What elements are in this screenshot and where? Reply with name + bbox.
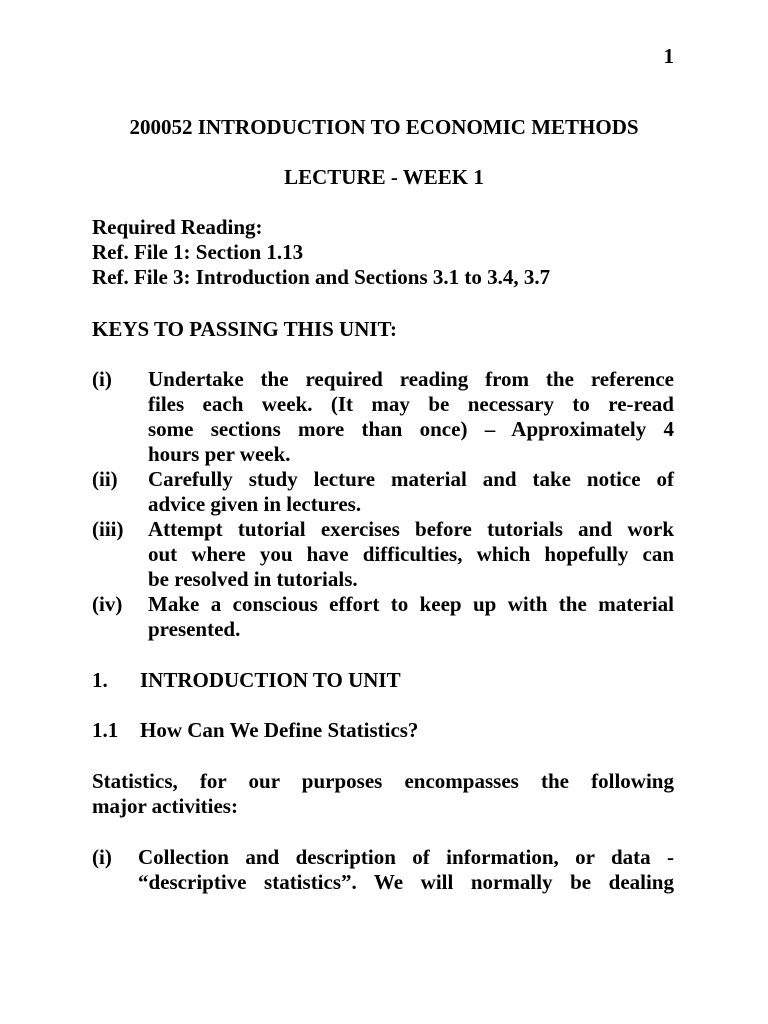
- list-marker: (iii): [92, 517, 124, 541]
- text-line: out where you have difficulties, which hopefully can: [148, 542, 674, 566]
- text-line: Attempt tutorial exercises before tutorials and work: [148, 517, 674, 541]
- section-title: INTRODUCTION TO UNIT: [140, 668, 401, 692]
- reading-ref-1: Ref. File 1: Section 1.13: [92, 240, 304, 264]
- subsection-title: How Can We Define Statistics?: [140, 718, 419, 742]
- list-marker: (ii): [92, 467, 118, 491]
- text-line: “descriptive statistics”. We will normally be dealing: [138, 870, 674, 894]
- text-line: Make a conscious effort to keep up with the material: [148, 592, 674, 616]
- text-line: Undertake the required reading from the reference: [148, 367, 674, 391]
- text-line: files each week. (It may be necessary to re-read: [148, 392, 674, 416]
- paragraph-line: Statistics, for our purposes encompasses the following: [92, 769, 674, 793]
- text-line: be resolved in tutorials.: [148, 567, 358, 591]
- list-marker: (iv): [92, 592, 123, 616]
- document-title: 200052 INTRODUCTION TO ECONOMIC METHODS: [129, 115, 639, 139]
- lecture-title: LECTURE - WEEK 1: [284, 165, 484, 189]
- keys-heading: KEYS TO PASSING THIS UNIT:: [92, 317, 397, 341]
- list-marker: (i): [92, 845, 112, 869]
- paragraph-line: major activities:: [92, 794, 238, 818]
- page-number: 1: [663, 44, 674, 68]
- text-line: advice given in lectures.: [148, 492, 362, 516]
- required-reading-heading: Required Reading:: [92, 215, 263, 239]
- text-line: presented.: [148, 617, 241, 641]
- subsection-number: 1.1: [92, 718, 119, 742]
- reading-ref-2: Ref. File 3: Introduction and Sections 3.1 to 3.4, 3.7: [92, 265, 551, 289]
- text-line: Carefully study lecture material and take notice of: [148, 467, 674, 491]
- text-line: hours per week.: [148, 442, 291, 466]
- text-line: Collection and description of information, or data -: [138, 845, 674, 869]
- section-number: 1.: [92, 668, 108, 692]
- text-line: some sections more than once) – Approximately 4: [148, 417, 674, 441]
- list-marker: (i): [92, 367, 112, 391]
